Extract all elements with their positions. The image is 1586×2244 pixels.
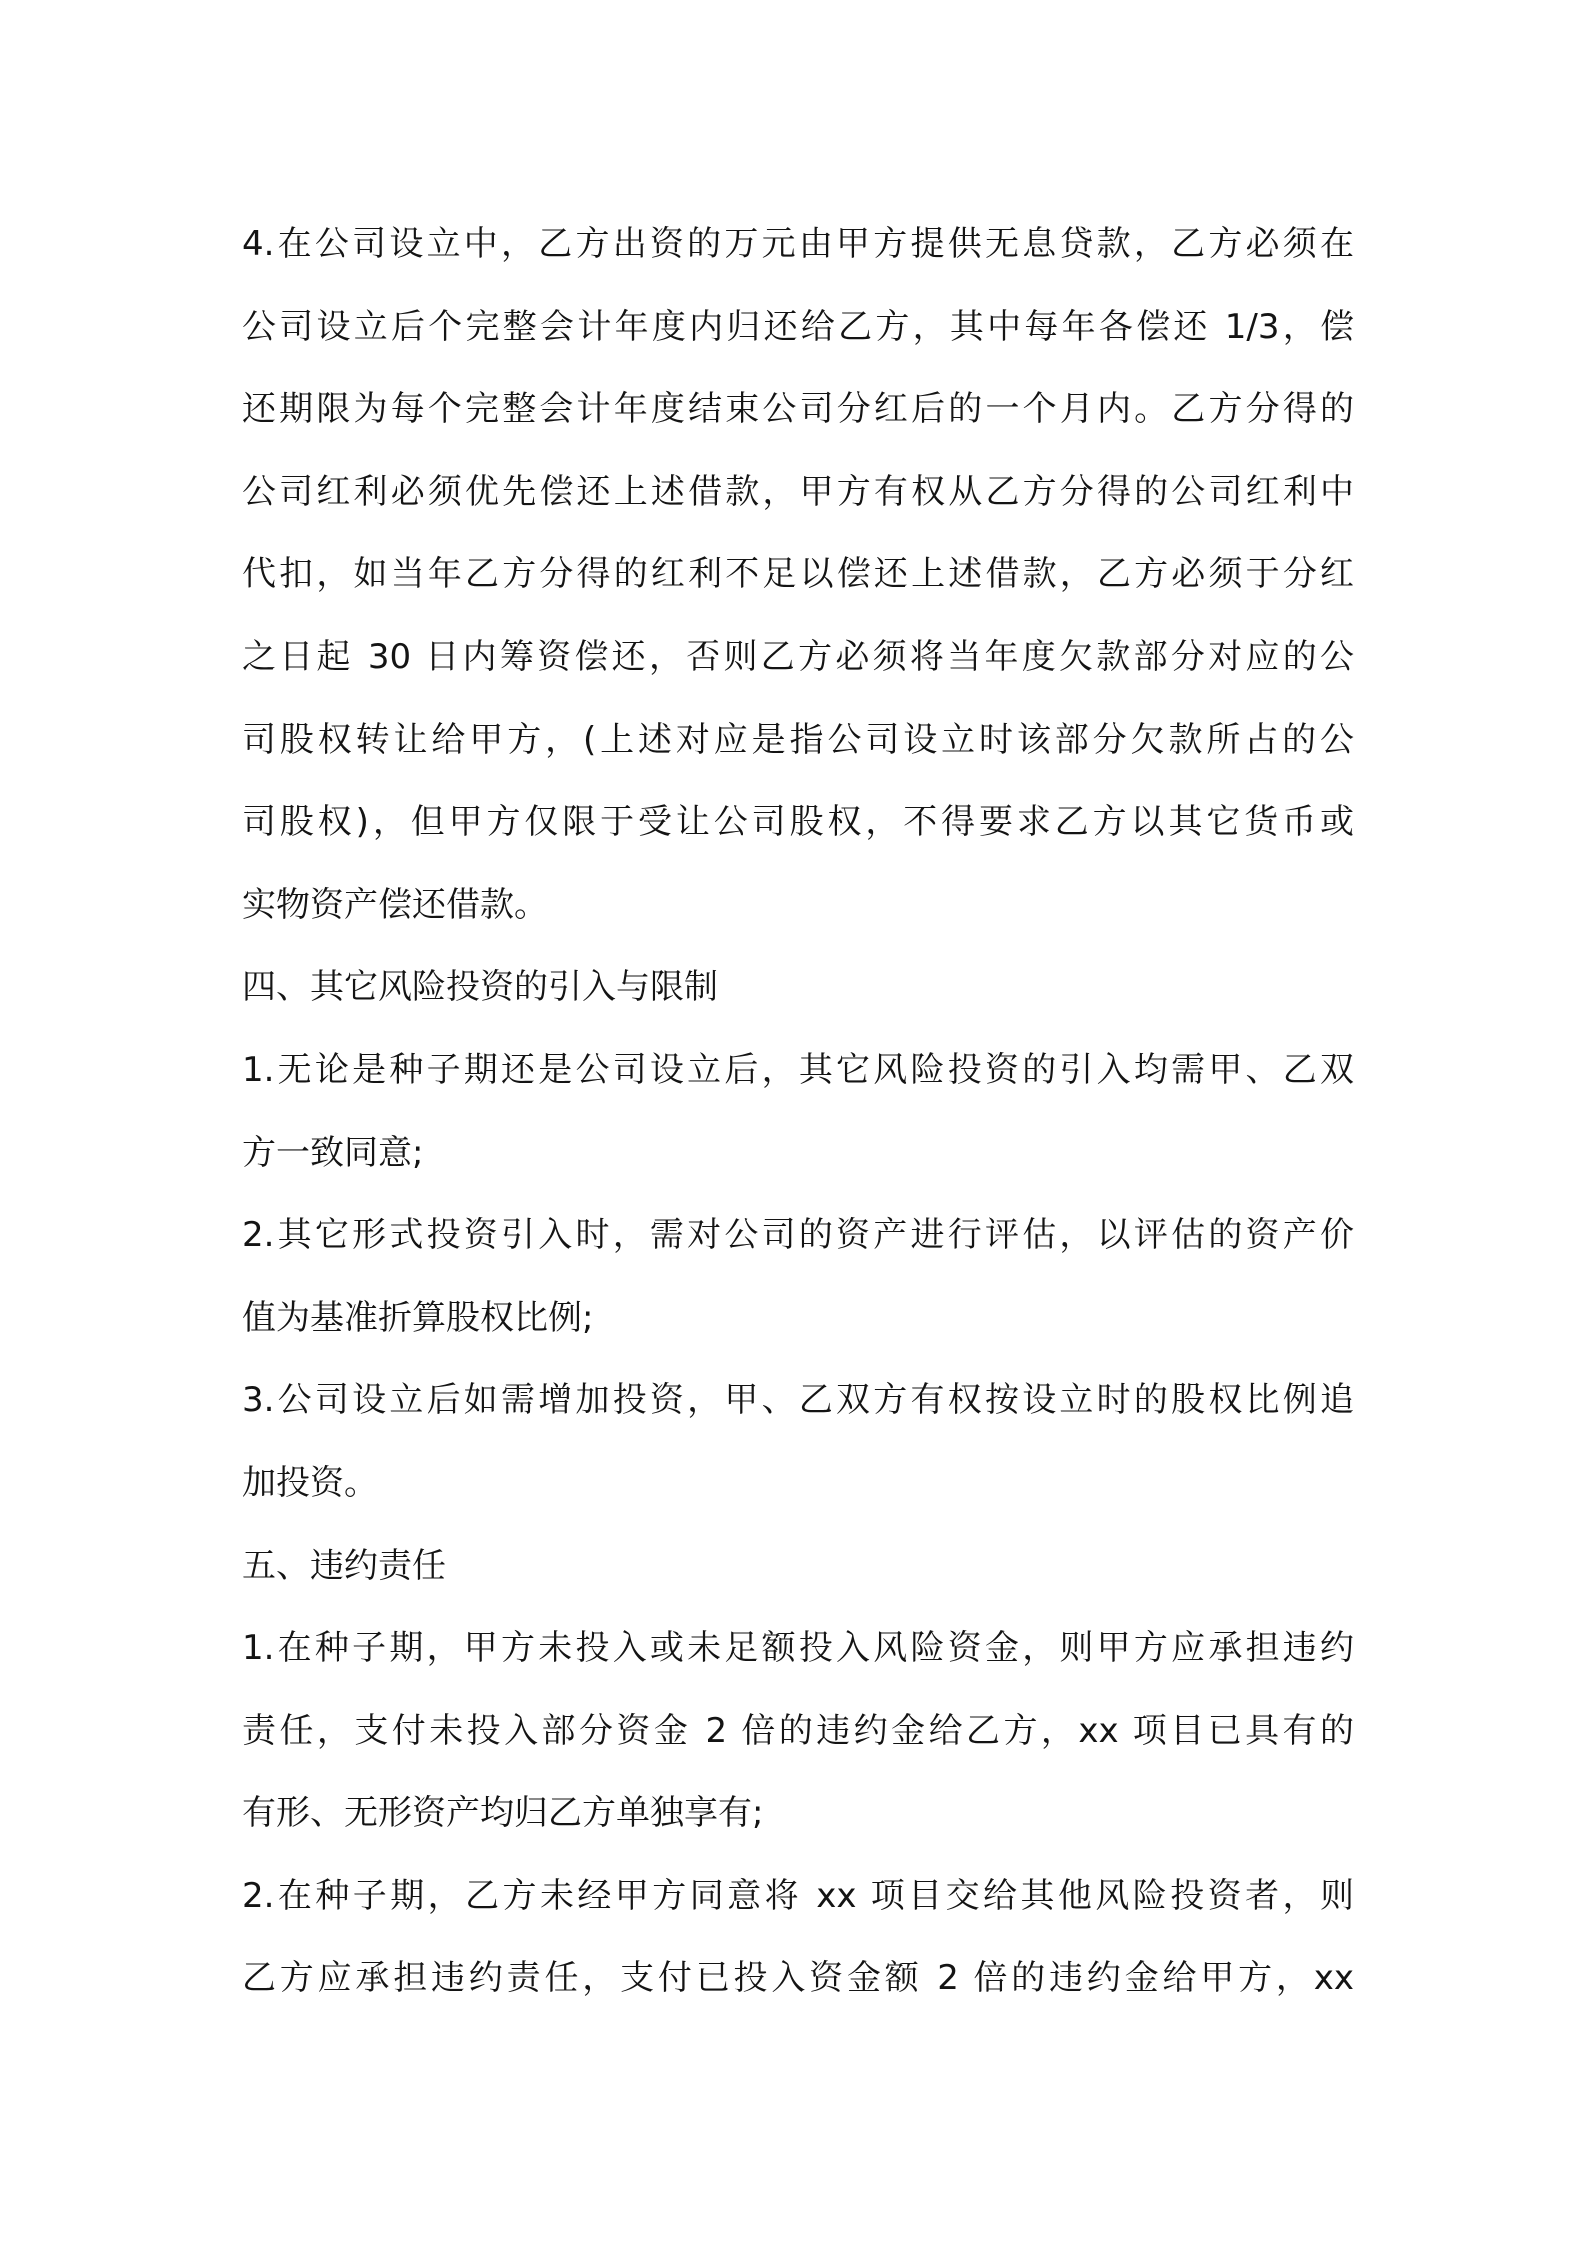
section-heading: 五、违约责任 bbox=[242, 1545, 446, 1586]
section-heading: 四、其它风险投资的引入与限制 bbox=[242, 967, 718, 1008]
document-body bbox=[242, 203, 1354, 2020]
text-line: 值为基准折算股权比例; bbox=[242, 1297, 594, 1338]
text-line: 公司红利必须优先偿还上述借款，甲方有权从乙方分得的公司红利中 bbox=[242, 471, 1354, 512]
text-line: 1.在种子期，甲方未投入或未足额投入风险资金，则甲方应承担违约 bbox=[242, 1628, 1354, 1669]
text-line: 加投资。 bbox=[242, 1462, 378, 1503]
text-line: 方一致同意; bbox=[242, 1132, 424, 1173]
text-line: 代扣，如当年乙方分得的红利不足以偿还上述借款，乙方必须于分红 bbox=[242, 554, 1354, 595]
text-line: 之日起 30 日内筹资偿还，否则乙方必须将当年度欠款部分对应的公 bbox=[242, 636, 1354, 677]
text-line: 2.在种子期，乙方未经甲方同意将 xx 项目交给其他风险投资者，则 bbox=[242, 1875, 1354, 1916]
text-line: 4.在公司设立中，乙方出资的万元由甲方提供无息贷款，乙方必须在 bbox=[242, 224, 1354, 264]
text-line: 有形、无形资产均归乙方单独享有; bbox=[242, 1793, 764, 1834]
text-line: 司股权转让给甲方，(上述对应是指公司设立时该部分欠款所占的公 bbox=[242, 719, 1354, 760]
text-line: 2.其它形式投资引入时，需对公司的资产进行评估，以评估的资产价 bbox=[242, 1215, 1354, 1256]
text-line: 3.公司设立后如需增加投资，甲、乙双方有权按设立时的股权比例追 bbox=[242, 1380, 1354, 1421]
text-line: 乙方应承担违约责任，支付已投入资金额 2 倍的违约金给甲方，xx bbox=[242, 1958, 1354, 1999]
text-line: 还期限为每个完整会计年度结束公司分红后的一个月内。乙方分得的 bbox=[242, 389, 1354, 430]
text-line: 责任，支付未投入部分资金 2 倍的违约金给乙方，xx 项目已具有的 bbox=[242, 1710, 1354, 1751]
text-line: 1.无论是种子期还是公司设立后，其它风险投资的引入均需甲、乙双 bbox=[242, 1049, 1354, 1090]
text-line: 司股权)，但甲方仅限于受让公司股权，不得要求乙方以其它货币或 bbox=[242, 802, 1354, 843]
text-line: 实物资产偿还借款。 bbox=[242, 884, 548, 925]
text-line: 公司设立后个完整会计年度内归还给乙方，其中每年各偿还 1/3，偿 bbox=[242, 306, 1354, 347]
